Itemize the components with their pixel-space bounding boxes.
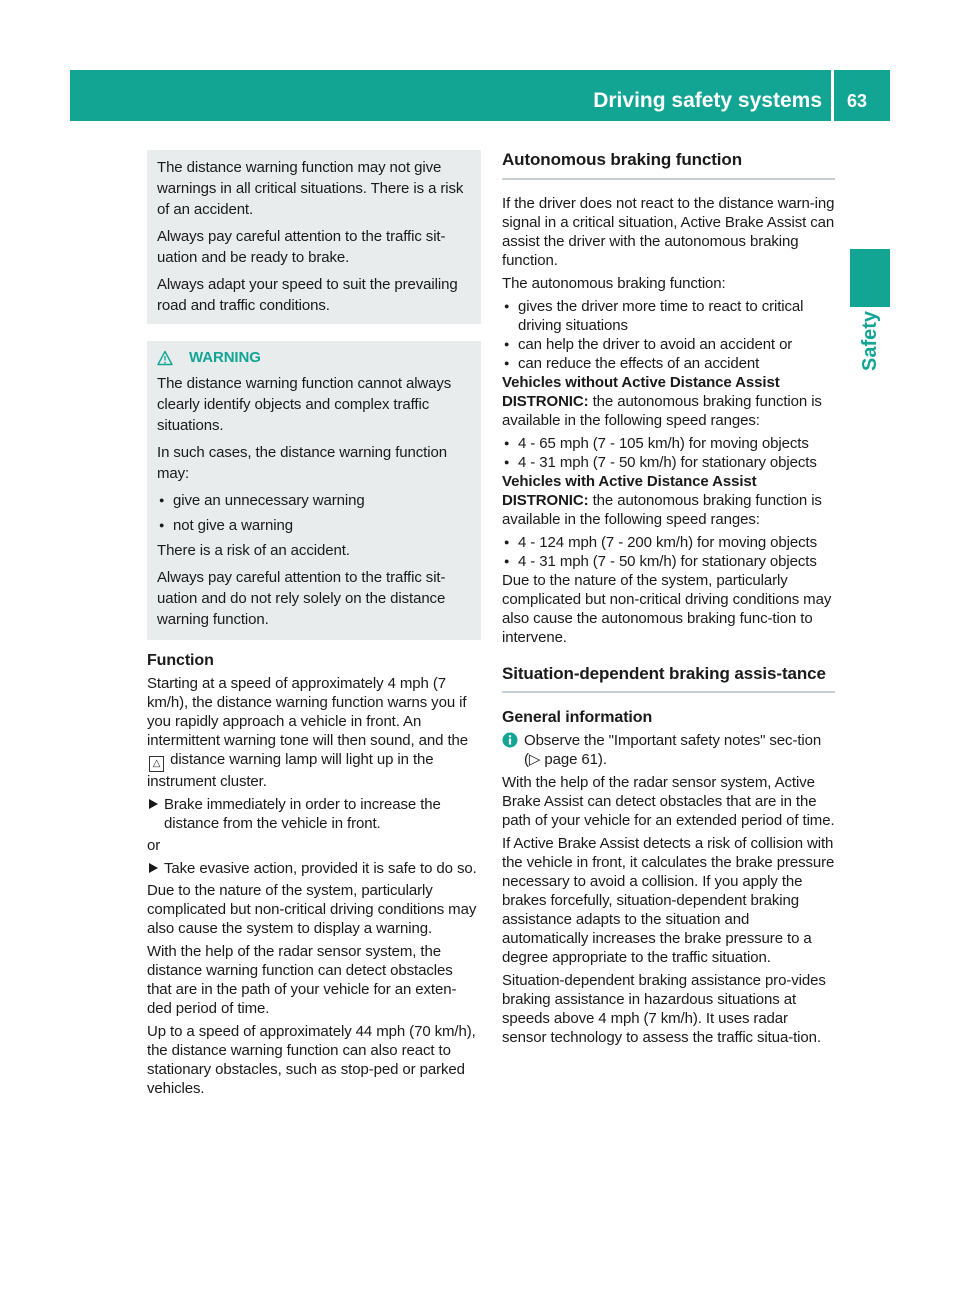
situation-braking-heading: Situation-dependent braking assis-tance <box>502 661 835 693</box>
body-paragraph: Situation-dependent braking assistance pro-vides braking assistance in hazardous situations at speeds above 4 mph (7 km/h). It uses radar sensor technology to assess the traffic situa-tion. <box>502 972 826 1046</box>
warning-paragraph: There is a risk of an accident. <box>157 542 350 559</box>
list-item: ● 4 - 31 mph (7 - 50 km/h) for stationary objects <box>502 453 835 472</box>
left-column <box>147 150 481 1102</box>
info-note: Observe the "Important safety notes" sec-tion (▷ page 61). <box>502 731 835 769</box>
list-item: ● 4 - 124 mph (7 - 200 km/h) for moving objects <box>502 533 835 552</box>
warning-paragraph: Always pay careful attention to the traffic sit-uation and do not rely solely on the distance warning function. <box>157 569 446 628</box>
body-paragraph: Vehicles with Active Distance Assist DISTRONIC: the autonomous braking function is available in the following speed ranges: <box>502 473 822 528</box>
box-paragraph: Always adapt your speed to suit the prevailing road and traffic conditions. <box>157 276 458 314</box>
list-item: ● 4 - 65 mph (7 - 105 km/h) for moving objects <box>502 434 835 453</box>
side-tab-label: Safety <box>859 310 881 372</box>
warning-heading <box>157 348 472 367</box>
header-divider <box>831 70 834 121</box>
body-paragraph: The autonomous braking function: <box>502 275 726 292</box>
body-paragraph: Due to the nature of the system, particularly complicated but non-critical driving conditions may also cause the system to display a warning. <box>147 882 477 937</box>
list-item: ● gives the driver more time to react to critical driving situations <box>502 297 835 335</box>
section-title: Driving safety systems <box>593 89 822 112</box>
body-paragraph: Starting at a speed of approximately 4 mph (7 km/h), the distance warning function warns you if you rapidly approach a vehicle in front. An intermittent warning tone will then sound, and the △ distance warning lamp will light up in the instrument cluster. <box>147 675 469 790</box>
list-item: ● give an unnecessary warning <box>157 490 472 511</box>
list-item: ● 4 - 31 mph (7 - 50 km/h) for stationary objects <box>502 552 835 571</box>
box-paragraph: Always pay careful attention to the traffic sit-uation and be ready to brake. <box>157 228 446 266</box>
body-paragraph: Due to the nature of the system, particularly complicated but non-critical driving conditions may also cause the autonomous braking func-tion to intervene. <box>502 572 832 646</box>
warning-paragraph: The distance warning function cannot always clearly identify objects and complex traffic situations. <box>157 375 452 434</box>
body-paragraph: If the driver does not react to the distance warn-ing signal in a critical situation, Active Brake Assist can assist the driver with the autonomous braking function. <box>502 195 835 269</box>
body-paragraph: Up to a speed of approximately 44 mph (70 km/h), the distance warning function can also react to stationary obstacles, such as stop-ped or parked vehicles. <box>147 1023 476 1097</box>
warning-label: WARNING <box>189 349 261 366</box>
body-paragraph: With the help of the radar sensor system, Active Brake Assist can detect obstacles that are in the path of your vehicle for an extended period of time. <box>502 774 835 829</box>
function-heading: Function <box>147 652 214 669</box>
list-item: ● can help the driver to avoid an accident or <box>502 335 835 354</box>
box-paragraph: The distance warning function may not give warnings in all critical situations. There is a risk of an accident. <box>157 159 464 218</box>
body-paragraph: With the help of the radar sensor system, the distance warning function can detect obstacles that are in the path of your vehicle for an exten-ded period of time. <box>147 943 457 1017</box>
warning-paragraph: In such cases, the distance warning function may: <box>157 444 447 482</box>
general-information-heading: General information <box>502 709 653 726</box>
or-text: or <box>147 837 161 854</box>
autonomous-braking-heading: Autonomous braking function <box>502 150 835 180</box>
body-paragraph: Vehicles without Active Distance Assist DISTRONIC: the autonomous braking function is available in the following speed ranges: <box>502 374 822 429</box>
info-icon <box>502 732 518 748</box>
warning-box <box>147 341 481 640</box>
list-item: ● not give a warning <box>157 515 472 536</box>
page-number: 63 <box>846 91 868 111</box>
body-paragraph: If Active Brake Assist detects a risk of collision with the vehicle in front, it calculates the brake pressure necessary to avoid a collision. If you apply the brakes forcefully, situation-dependent braking assistance adapts to the situation and automatically increases the brake pressure to a degree appropriate to the traffic situation. <box>502 835 835 966</box>
distance-warning-lamp-icon: △ <box>149 756 164 772</box>
instruction-step: Brake immediately in order to increase the distance from the vehicle in front. <box>147 795 481 833</box>
caution-box <box>147 150 481 324</box>
right-column <box>502 150 835 1051</box>
warning-triangle-icon <box>157 350 173 366</box>
instruction-step: Take evasive action, provided it is safe to do so. <box>147 859 481 878</box>
list-item: ● can reduce the effects of an accident <box>502 354 835 373</box>
